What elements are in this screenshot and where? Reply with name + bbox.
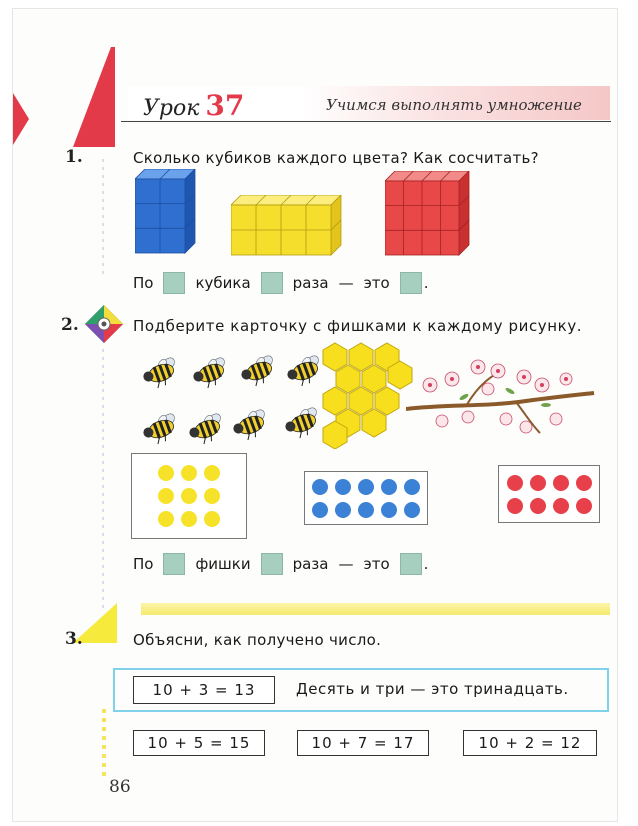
answer-box[interactable]	[261, 272, 283, 294]
lesson-number: 37	[205, 89, 245, 122]
fill-word: По	[133, 555, 154, 573]
equation-box[interactable]: 10 + 7 = 17	[297, 730, 429, 756]
fill-dash: —	[338, 274, 354, 292]
card-dot	[576, 498, 592, 514]
card-dot	[204, 488, 220, 504]
fill-word: раза	[292, 274, 329, 292]
task3-question: Объясни, как получено число.	[133, 631, 382, 649]
card-red-dots[interactable]	[498, 465, 600, 523]
yellow-cubes	[231, 195, 343, 257]
card-dot	[358, 502, 374, 518]
lesson-title	[143, 89, 244, 122]
answer-box[interactable]	[261, 553, 283, 575]
task2-question: Подберите карточку с фишками к каждому рисунку.	[133, 317, 583, 335]
card-dot	[181, 488, 197, 504]
card-dot	[404, 479, 420, 495]
card-dot	[181, 465, 197, 481]
card-dot	[576, 475, 592, 491]
lesson-topic: Учимся выполнять умножение	[326, 96, 582, 114]
card-dot	[312, 479, 328, 495]
card-dot	[158, 465, 174, 481]
example-equation: 10 + 3 = 13	[133, 676, 275, 704]
answer-box[interactable]	[163, 553, 185, 575]
task3-number: 3.	[65, 629, 83, 649]
fill-word: По	[133, 274, 154, 292]
card-dot	[335, 502, 351, 518]
red-cubes	[385, 171, 471, 257]
card-dot	[530, 498, 546, 514]
card-dot	[530, 475, 546, 491]
example-explanation: Десять и три — это тринадцать.	[296, 680, 569, 698]
card-dot	[358, 479, 374, 495]
card-blue-dots[interactable]	[304, 471, 428, 525]
card-dot	[158, 511, 174, 527]
lesson-label: Урок	[143, 96, 200, 121]
card-yellow-dots[interactable]	[131, 453, 247, 539]
card-dot	[181, 511, 197, 527]
textbook-page	[12, 8, 618, 822]
task1-number: 1.	[65, 147, 83, 167]
task2-answer-row	[133, 553, 428, 575]
fill-dash: —	[338, 555, 354, 573]
fill-period: .	[423, 274, 429, 292]
card-dot	[404, 502, 420, 518]
answer-box[interactable]	[400, 272, 422, 294]
card-dot	[312, 502, 328, 518]
card-dot	[158, 488, 174, 504]
blossom-branch-picture	[406, 349, 596, 443]
fill-word: раза	[292, 555, 329, 573]
margin-dots	[102, 349, 104, 609]
card-dot	[507, 498, 523, 514]
blue-cubes	[135, 169, 205, 255]
card-dot	[381, 502, 397, 518]
card-dot	[381, 479, 397, 495]
card-dot	[335, 479, 351, 495]
margin-dots	[102, 159, 104, 279]
card-dot	[553, 475, 569, 491]
card-dot	[507, 475, 523, 491]
task1-answer-row	[133, 272, 429, 294]
yellow-divider	[141, 603, 610, 615]
answer-box[interactable]	[163, 272, 185, 294]
answer-box[interactable]	[400, 553, 422, 575]
card-dot	[204, 511, 220, 527]
fill-word: фишки	[195, 555, 251, 573]
page-number: 86	[109, 777, 131, 797]
red-margin-marker	[13, 93, 29, 145]
task2-pencil-badge-icon	[85, 305, 123, 343]
fill-word: кубика	[195, 274, 251, 292]
fill-period: .	[423, 555, 429, 573]
bees-picture	[135, 343, 325, 447]
fill-word: это	[363, 555, 390, 573]
equation-box[interactable]: 10 + 2 = 12	[463, 730, 597, 756]
card-dot	[553, 498, 569, 514]
task2-number: 2.	[61, 315, 79, 335]
equation-box[interactable]: 10 + 5 = 15	[133, 730, 265, 756]
red-header-wedge	[73, 47, 133, 147]
yellow-margin-dots	[102, 709, 106, 779]
honeycomb-picture	[313, 341, 413, 449]
task1-question: Сколько кубиков каждого цвета? Как сосчитать?	[133, 149, 539, 167]
card-dot	[204, 465, 220, 481]
fill-word: это	[363, 274, 390, 292]
